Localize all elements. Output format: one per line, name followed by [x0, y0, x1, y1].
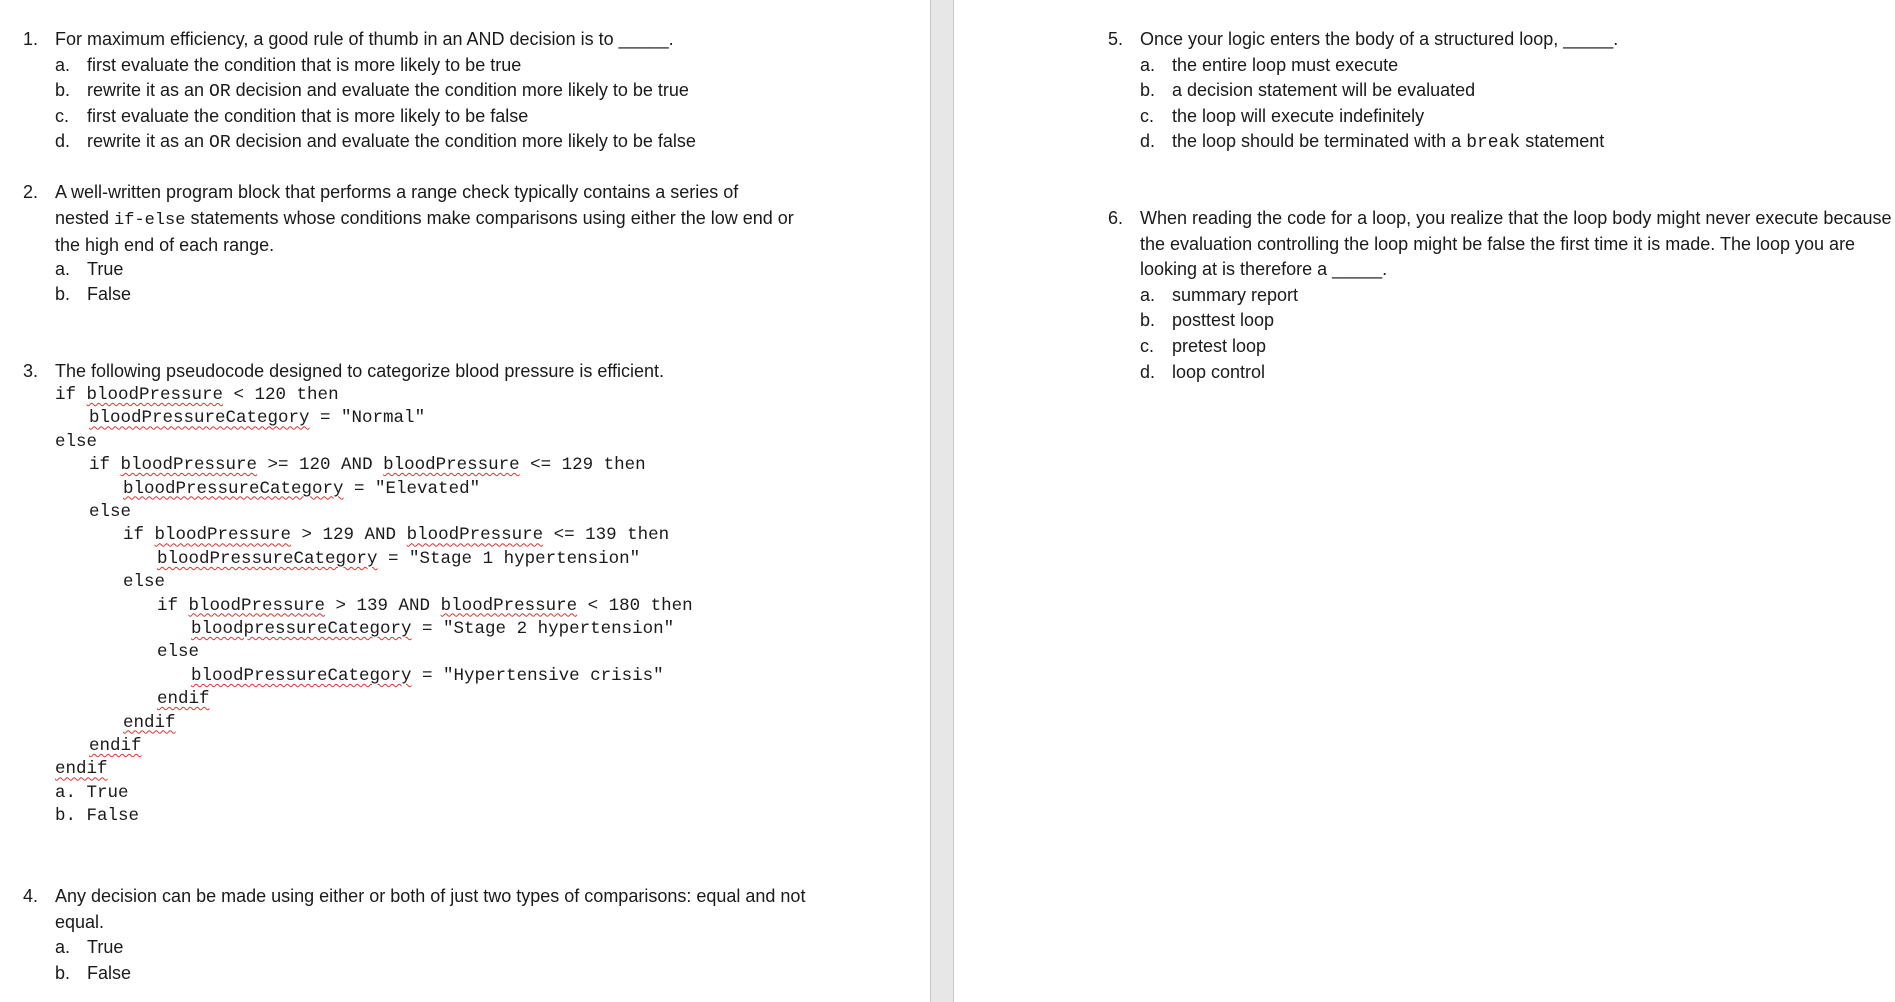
code-line: bloodPressureCategory = "Stage 1 hypertension" — [157, 548, 641, 569]
code-line: bloodpressureCategory = "Stage 2 hypertension" — [191, 619, 675, 639]
option-letter: d. — [1140, 361, 1156, 382]
option-letter: c. — [55, 105, 70, 126]
option-letter: c. — [1140, 105, 1155, 126]
question-number: 1. — [23, 29, 39, 49]
option-letter: a. — [55, 258, 71, 279]
code-line: bloodPressureCategory = "Hypertensive crisis" — [191, 665, 664, 686]
option-letter: a. — [1140, 54, 1156, 75]
option-letter: b. — [55, 80, 71, 101]
option-text: pretest loop — [1172, 335, 1267, 356]
option-letter: b. — [55, 284, 71, 305]
document-page-left — [0, 0, 930, 1002]
stem-line: A well-written program block that performs a range check typically contains a series of — [55, 182, 739, 202]
option-text: False — [87, 284, 132, 305]
option-text: first evaluate the condition that is more likely to be false — [87, 105, 529, 126]
option-code: break — [1466, 133, 1521, 154]
option-text: the loop should be terminated with a — [1172, 131, 1467, 152]
option-text: a decision statement will be evaluated — [1172, 80, 1476, 101]
code-line: if bloodPressure > 129 AND bloodPressure <= 139 then — [123, 525, 670, 546]
question-stem — [1140, 206, 1892, 283]
code-line: if bloodPressure < 120 then — [55, 385, 339, 405]
page-gutter — [930, 0, 954, 1002]
option-letter: d. — [55, 131, 71, 152]
code-line: bloodPressureCategory = "Normal" — [89, 408, 426, 429]
stem-text: nested — [55, 207, 115, 228]
option-text: True — [87, 258, 124, 279]
question-number: 4. — [23, 886, 39, 906]
option-b: b. False — [55, 806, 140, 827]
option-text: rewrite it as an — [87, 131, 210, 152]
option-text: summary report — [1172, 284, 1299, 305]
code-line: else — [157, 642, 200, 663]
option-text: the loop will execute indefinitely — [1172, 105, 1425, 126]
option-text: posttest loop — [1172, 310, 1275, 331]
option-code: OR — [209, 82, 231, 103]
option-a: a. True — [55, 782, 129, 803]
code-line: bloodPressureCategory = "Elevated" — [123, 478, 481, 499]
stem-code: if-else — [114, 210, 186, 230]
option-text: loop control — [1172, 361, 1266, 382]
option-text-end: decision and evaluate the condition more likely to be true — [230, 80, 689, 101]
pseudocode-block — [55, 384, 815, 827]
code-line: else — [55, 431, 98, 452]
option-text: first evaluate the condition that is more likely to be true — [87, 54, 522, 75]
question-stem — [55, 180, 895, 259]
code-line: endif — [89, 736, 142, 756]
code-line: endif — [123, 712, 176, 733]
stem-line: looking at is therefore a _____. — [1140, 259, 1388, 280]
code-line: else — [89, 502, 132, 522]
question-stem: For maximum efficiency, a good rule of thumb in an AND decision is to _____. — [55, 29, 674, 49]
option-letter: b. — [1140, 80, 1156, 101]
stem-line: the evaluation controlling the loop might be false the first time it is made. The loop you are — [1140, 233, 1856, 254]
option-text: the entire loop must execute — [1172, 54, 1399, 75]
option-letter: a. — [55, 937, 71, 958]
option-text: False — [87, 962, 132, 983]
question-number: 5. — [1108, 29, 1124, 49]
option-letter: c. — [1140, 335, 1155, 356]
option-text-end: decision and evaluate the condition more likely to be false — [230, 131, 696, 152]
question-stem: The following pseudocode designed to categorize blood pressure is efficient. — [55, 361, 665, 381]
question-number: 2. — [23, 182, 39, 202]
stem-line: Any decision can be made using either or both of just two types of comparisons: equal and not — [55, 886, 806, 906]
code-line: if bloodPressure > 139 AND bloodPressure < 180 then — [157, 595, 693, 616]
code-line: endif — [157, 689, 210, 710]
stem-line: equal. — [55, 911, 105, 932]
option-text-end: statement — [1520, 131, 1605, 152]
code-line: endif — [55, 759, 108, 780]
question-number: 6. — [1108, 208, 1124, 228]
document-page-right — [954, 0, 1895, 1002]
code-line: if bloodPressure >= 120 AND bloodPressure <= 129 then — [89, 455, 646, 476]
stem-line: When reading the code for a loop, you realize that the loop body might never execute because — [1140, 208, 1892, 228]
stem-line: the high end of each range. — [55, 235, 275, 256]
option-text: rewrite it as an — [87, 80, 210, 101]
option-letter: a. — [1140, 284, 1156, 305]
option-letter: b. — [1140, 310, 1156, 331]
question-stem: Once your logic enters the body of a structured loop, _____. — [1140, 29, 1619, 49]
question-stem — [55, 884, 895, 935]
option-code: OR — [209, 133, 231, 154]
option-text: True — [87, 937, 124, 958]
option-letter: b. — [55, 962, 71, 983]
question-number: 3. — [23, 361, 39, 381]
code-line: else — [123, 572, 166, 593]
option-letter: a. — [55, 54, 71, 75]
option-letter: d. — [1140, 131, 1156, 152]
stem-text-end: statements whose conditions make comparisons using either the low end or — [185, 207, 794, 228]
